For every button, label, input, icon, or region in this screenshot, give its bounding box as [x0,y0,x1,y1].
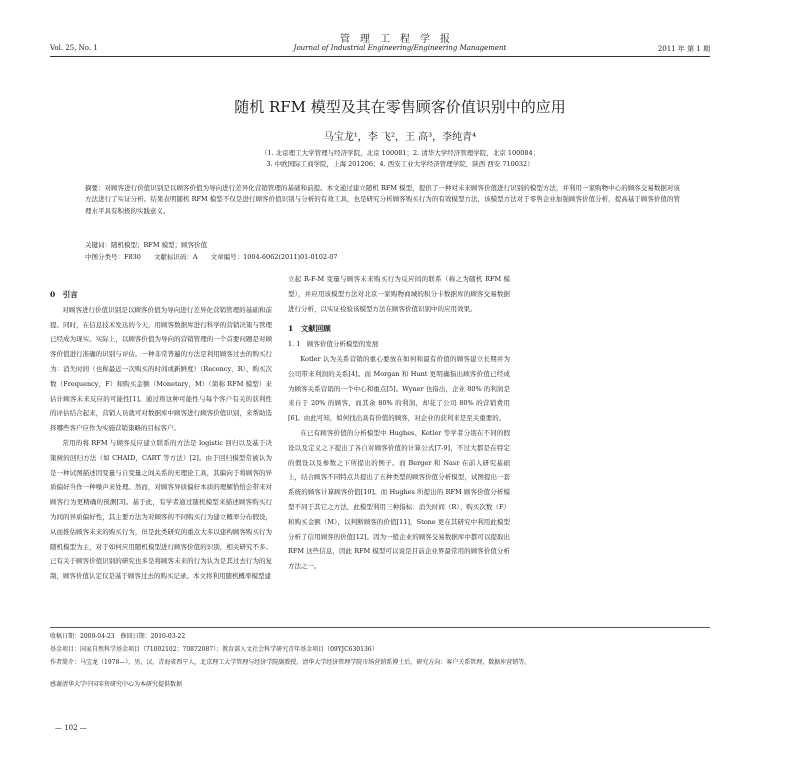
footnote-rule [50,627,710,628]
paragraph: 在已有顾客价值的分析模型中 Hughes、Kotler 等学者分别在不同的假设以及定义之下提出了各自对顾客价值的计算公式[7-9]，不过大都是在特定的假设以及参数之下所提出的例子。而 Berger 和 Nasr 在前人研究基础上，结合顾客不同特点共提出了五种类型的顾客价值分析模型，试图提出一套系统的顾客计算顾客价值[10]。而 Hughes 所提出的 RFM 顾客价值分析模型不同于其它之方法，此模型利用三种指标：消失时间（R）、购买次数（F）和购买金额（M），以判断顾客的价值[11]，Stone 更在其研究中利用此模型分析了信用顾客的价值[12]。因为一般企业的顾客交易数据库中都可以提取出 RFM 这些信息，因此 RFM 模型可以说是目前企业界最常用的顾客价值分析方法之一。 [288,428,510,571]
paper-title: 随机 RFM 模型及其在零售顾客价值识别中的应用 [234,98,566,116]
classification: 中图分类号：F830 文献标识码：A 文章编号：1004-6062(2011)01-0102-07 [85,253,338,261]
footnote-author: 作者简介：马宝龙（1978—），男，汉，青海省西宁人，北京理工大学管理与经济学院副教授，清华大学经济管理学院市场营销系博士后，研究方向：客户关系管理，数据库营销等。 [50,659,531,666]
journal-name-cn: 管理工程学报 [340,34,460,45]
keywords: 关键词：随机模型；RFM 模型；顾客价值 [85,241,208,249]
volume-info: Vol. 25, No. 1 [50,44,98,52]
right-column [288,272,510,574]
affiliation-line-1: （1. 北京理工大学管理与经济学院，北京 100081；2. 清华大学经济管理学院，北京 100084； [260,149,540,157]
paragraph: 常用的将 RFM 与顾客反应建立联系的方法是 logistic 回归以及基于决策树的回归方法（如 CHAID，CART 等方法）[2]。由于回归模型常被认为是一种试图描述因变量与自变量之间关系的无理论工具，其偏向于将顾客的异质偏好当作一种噪声来处理。然而，对顾客异质偏好本质的理解恰恰会带来对顾客行为更精确的预测[3]。基于此，有学者通过随机模型来描述顾客购买行为间的异质偏好性，其主要方法为对顾客的不同购买行为建立概率分布假设，从而推估顾客未来的购买行为，但是此类研究的重点大多以建构顾客购买行为随机模型为主，对于如何应用随机模型进行顾客价值的识别，相关研究不多。已有关于顾客价值识别的研究也多是将顾客未来的行为认为是其过去行为的复制，顾客价值认定仅是基于顾客过去的购买记录。本文将利用随机概率模型建 [50,438,272,581]
abstract: 摘要：对顾客进行价值识别是以顾客价值为导向进行差异化营销管理的基础和前提。本文通过建立随机 RFM 模型，提供了一种对未来顾客价值进行识别的模型方法，并利用一家购物中心的顾客交易数据对该方法进行了实证分析。结果表明随机 RFM 模型不仅是进行顾客价值识别与分析的有效工具，也是研究分析顾客购买行为的有效模型方法，该模型方法对于零售企业加强顾客价值分析，提高基于顾客价值的管理水平具有积极的实践意义。 [85,184,680,215]
affiliation-line-2: 3. 中欧国际工商学院，上海 201206；4. 西安工业大学经济管理学院，陕西 西安 710032） [266,160,534,168]
page-number: — 102 — [55,724,87,732]
footnote-fund: 基金项目：国家自然科学基金项目（71002102；70872087）；教育部人文社会科学研究青年基金项目（09YJC630136） [50,646,378,653]
paragraph: 对顾客进行价值识别是以顾客价值为导向进行差异化营销管理的基础和前提。同时，在信息技术发达的今天，用顾客数据库进行科学的营销决策与管理已经成为现实。实际上，以顾客价值为导向的营销管理的一个首要问题是对顾客价值进行准确的识别与评估。一种非常普遍的方法是利用顾客过去的购买行为：消失时间（也称最近一次购买的时间或新鲜度）（Recency，R）、购买次数（Frequency，F）和购买金额（Monetary，M）（简称 RFM 模型）来估计顾客未来反应的可能性[1]。通过将这种可能性与每个客户有关的获利性的评估结合起来，营销人员就可对数据库中顾客进行顾客价值识别，来帮助选择哪些客户应作为实施营销策略的目标客户。 [50,305,272,433]
section-heading: 1 文献回顾 [288,324,331,334]
subsection-heading: 1. 1 顾客价值分析模型的发展 [288,340,379,349]
authors: 马宝龙¹，李 飞²，王 高³，李纯青⁴ [323,132,477,143]
footnote-received: 收稿日期：2009-04-23 修回日期：2010-03-22 [50,633,186,640]
paragraph: 立起 R-F-M 变量与顾客未来购买行为反应间的联系（称之为随机 RFM 模型），并应用该模型方法对北京一家购物商城的积分卡数据库的顾客交易数据进行分析，以实证检验该模型方法在顾客价值识别中的应用效果。 [288,275,510,313]
footnote-thanks: 感谢清华大学中国零售研究中心为本研究提供数据 [50,681,183,688]
left-column [50,288,272,584]
paragraph: Kotler 认为关系营销的重心要放在如何和最有价值的顾客建立长期并为公司带来利润的关系[4]。而 Morgan 和 Hunt 更明确指出顾客价值已经成为顾客关系营销的一个中心和重点[5]。Wyner 也指出，企业 80% 的利润是来自于 20% 的顾客，而其余 80% 的利润，却花了公司 80% 的营销费用[6]。由此可知，如何找出具有价值的顾客，对企业的获利来是至关重要的。 [288,354,510,423]
header-rule [50,56,710,57]
section-heading: 0 引言 [50,290,78,299]
journal-name-en: Journal of Industrial Engineering/Engineering Management [293,44,507,52]
year-issue: 2011 年 第 1 期 [657,45,710,53]
